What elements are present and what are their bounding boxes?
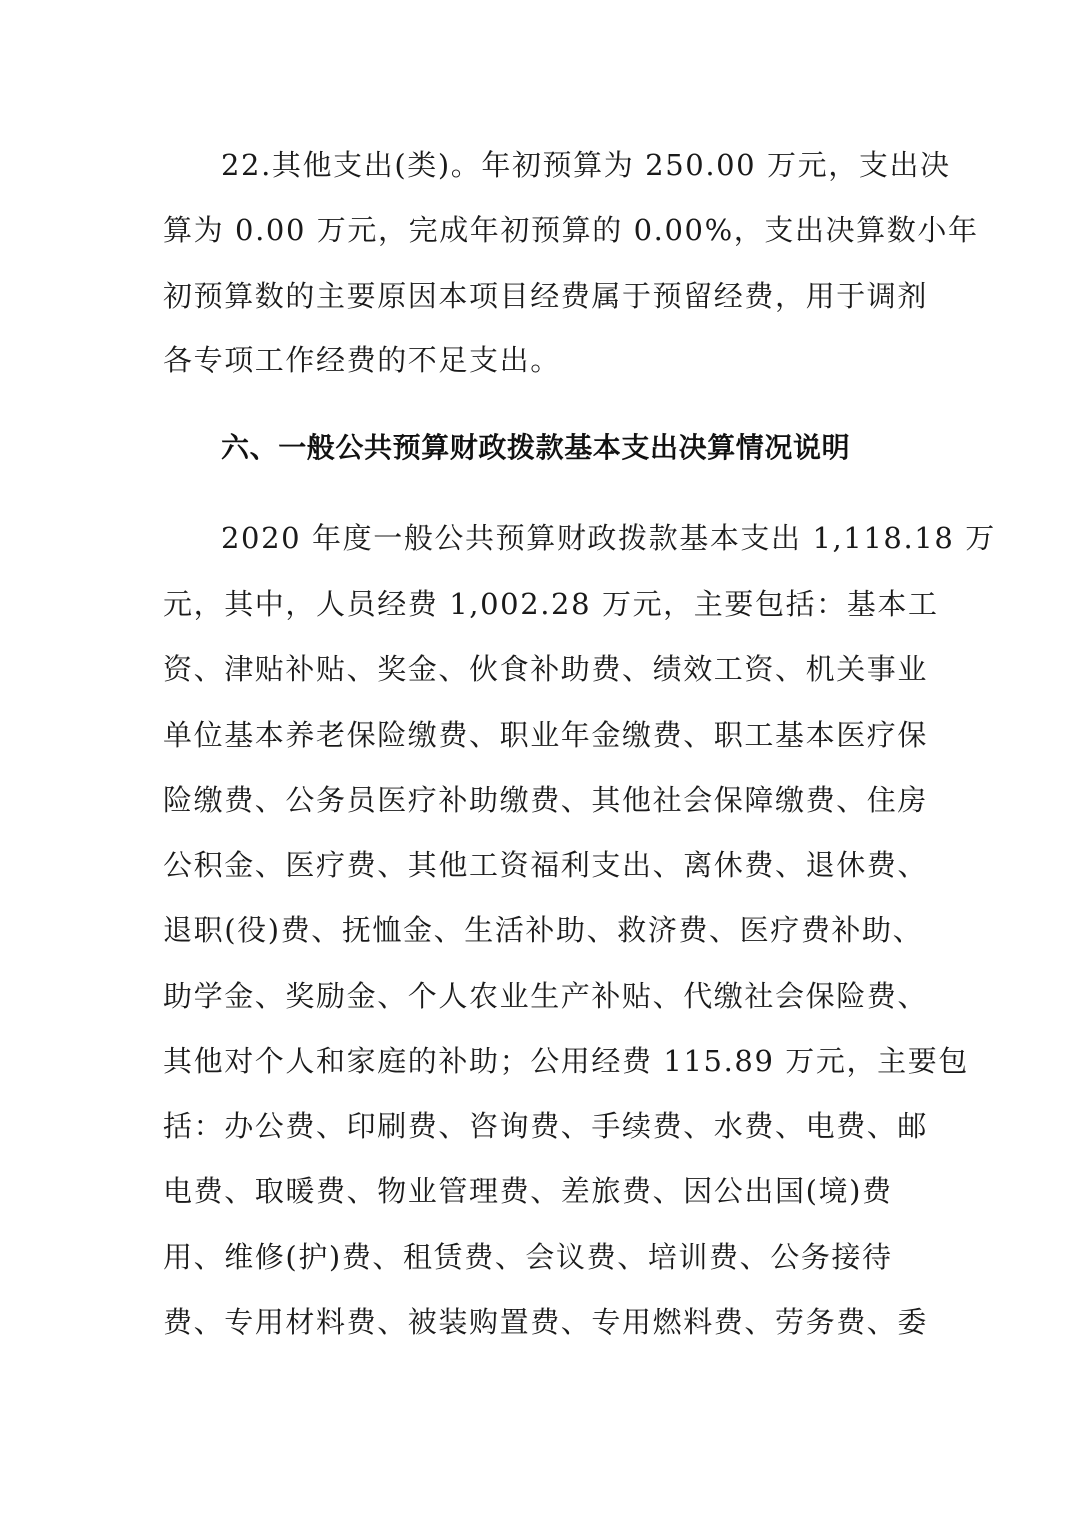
basic-expenditure-line-1: 2020 年度一般公共预算财政拨款基本支出 1,118.18 万 — [221, 521, 996, 555]
basic-expenditure-line-8: 助学金、奖励金、个人农业生产补贴、代缴社会保险费、 — [163, 979, 929, 1013]
basic-expenditure-line-7: 退职(役)费、抚恤金、生活补助、救济费、医疗费补助、 — [163, 913, 924, 947]
paragraph-22-line-3: 初预算数的主要原因本项目经费属于预留经费，用于调剂 — [163, 279, 929, 313]
basic-expenditure-line-11: 电费、取暖费、物业管理费、差旅费、因公出国(境)费 — [163, 1174, 893, 1208]
paragraph-22-line-4: 各专项工作经费的不足支出。 — [163, 343, 561, 377]
basic-expenditure-line-10: 括：办公费、印刷费、咨询费、手续费、水费、电费、邮 — [163, 1109, 929, 1143]
basic-expenditure-line-6: 公积金、医疗费、其他工资福利支出、离休费、退休费、 — [163, 848, 929, 882]
basic-expenditure-line-9: 其他对个人和家庭的补助；公用经费 115.89 万元，主要包 — [163, 1044, 969, 1078]
basic-expenditure-line-3: 资、津贴补贴、奖金、伙食补助费、绩效工资、机关事业 — [163, 652, 929, 686]
basic-expenditure-line-4: 单位基本养老保险缴费、职业年金缴费、职工基本医疗保 — [163, 718, 929, 752]
paragraph-22-line-2: 算为 0.00 万元，完成年初预算的 0.00%，支出决算数小年 — [163, 213, 979, 247]
basic-expenditure-line-13: 费、专用材料费、被装购置费、专用燃料费、劳务费、委 — [163, 1305, 929, 1339]
section-heading: 六、一般公共预算财政拨款基本支出决算情况说明 — [221, 431, 851, 464]
basic-expenditure-line-12: 用、维修(护)费、租赁费、会议费、培训费、公务接待 — [163, 1240, 893, 1274]
basic-expenditure-line-2: 元，其中，人员经费 1,002.28 万元，主要包括：基本工 — [163, 587, 939, 621]
paragraph-22-line-1: 22.其他支出(类)。年初预算为 250.00 万元，支出决 — [221, 148, 951, 182]
basic-expenditure-line-5: 险缴费、公务员医疗补助缴费、其他社会保障缴费、住房 — [163, 783, 929, 817]
